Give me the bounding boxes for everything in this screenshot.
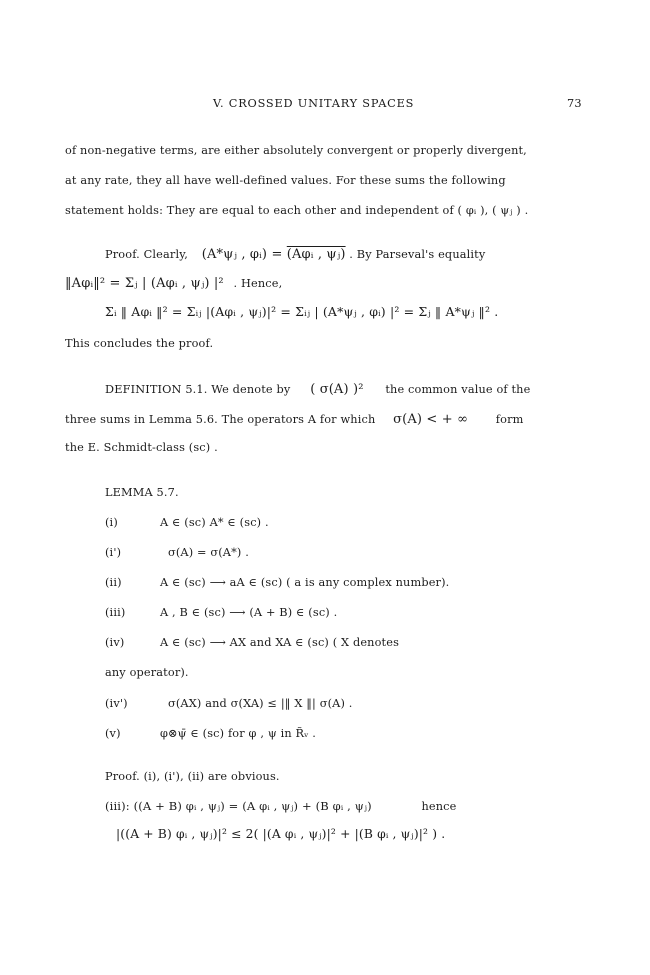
proof-text: . Hence, bbox=[229, 277, 283, 290]
text-line: of non-negative terms, are either absolutely convergent or properly divergent, bbox=[65, 144, 527, 157]
parseval-equation: ‖Aφᵢ‖² = Σⱼ | (Aφᵢ , ψⱼ) |² bbox=[65, 276, 224, 291]
lemma-item-label: (iii) bbox=[105, 606, 126, 619]
lemma-item-text: A , B ∈ (sc) ⟶ (A + B) ∈ (sc) . bbox=[160, 606, 338, 619]
definition-text: three sums in Lemma 5.6. The operators A for which bbox=[65, 413, 376, 426]
inequality-equation: |((A + B) φᵢ , ψⱼ)|² ≤ 2( |(A φᵢ , ψⱼ)|² + |(B φᵢ , ψⱼ)|² ) . bbox=[116, 827, 446, 841]
running-title: V. CROSSED UNITARY SPACES bbox=[213, 97, 415, 110]
definition-line: the E. Schmidt-class (sc) . bbox=[65, 441, 218, 454]
lemma-item-label: (v) bbox=[105, 727, 121, 740]
text-line: at any rate, they all have well-defined values. For these sums the following bbox=[65, 174, 506, 187]
proof-label: Proof. Clearly, bbox=[105, 248, 188, 261]
sigma-finite-symbol: σ(A) < + ∞ bbox=[393, 412, 469, 427]
parseval-line bbox=[65, 276, 282, 291]
sigma-squared-symbol: ( σ(A) )² bbox=[310, 382, 364, 397]
lemma-item-label: (i') bbox=[105, 546, 122, 559]
conjugate-inner-product: (Aφᵢ , ψⱼ) bbox=[286, 247, 346, 262]
lemma-item-text: σ(AX) and σ(XA) ≤ |‖ X ‖| σ(A) . bbox=[168, 697, 353, 710]
lemma-item-label: (iv) bbox=[105, 636, 125, 649]
sum-equation: Σᵢ ‖ Aφᵢ ‖² = Σᵢⱼ |(Aφᵢ , ψⱼ)|² = Σᵢⱼ | (A*ψⱼ , φᵢ) |² = Σⱼ ‖ A*ψⱼ ‖² . bbox=[105, 304, 499, 319]
proof-line bbox=[105, 799, 456, 813]
definition-text: form bbox=[495, 413, 524, 426]
lemma-item-text: A ∈ (sc) ⟶ AX and XA ∈ (sc) ( X denotes bbox=[160, 636, 400, 649]
proof-line: Proof. (i), (i'), (ii) are obvious. bbox=[105, 770, 280, 783]
lemma-title: LEMMA 5.7. bbox=[105, 486, 179, 499]
lemma-item-label: (iv') bbox=[105, 697, 128, 710]
lemma-item-text: φ⊗ψ̄ ∈ (sc) for φ , ψ in R̃ᵥ . bbox=[160, 727, 316, 740]
lemma-item-text: A ∈ (sc) A* ∈ (sc) . bbox=[160, 516, 269, 529]
page-number: 73 bbox=[567, 97, 582, 110]
proof-text: . By Parseval's equality bbox=[345, 248, 486, 261]
lemma-item-text: σ(A) = σ(A*) . bbox=[168, 546, 249, 559]
inner-product-equation: (A*ψⱼ , φᵢ) = bbox=[201, 247, 287, 262]
proof-line bbox=[105, 247, 485, 262]
lemma-item-label: (ii) bbox=[105, 576, 122, 589]
definition-label: DEFINITION 5.1. We denote by bbox=[105, 383, 291, 396]
lemma-item-continuation: any operator). bbox=[105, 666, 189, 679]
linearity-equation: (iii): ((A + B) φᵢ , ψⱼ) = (A φᵢ , ψⱼ) + (B φᵢ , ψⱼ) bbox=[105, 799, 372, 813]
definition-line bbox=[105, 382, 530, 397]
proof-text: hence bbox=[421, 800, 457, 813]
definition-text: the common value of the bbox=[385, 383, 531, 396]
proof-conclusion: This concludes the proof. bbox=[65, 337, 214, 350]
definition-line bbox=[65, 412, 524, 427]
text-line: statement holds: They are equal to each other and independent of ( φᵢ ), ( ψⱼ ) . bbox=[65, 204, 529, 217]
lemma-item-text: A ∈ (sc) ⟶ aA ∈ (sc) ( a is any complex number). bbox=[160, 576, 450, 589]
lemma-item-label: (i) bbox=[105, 516, 118, 529]
